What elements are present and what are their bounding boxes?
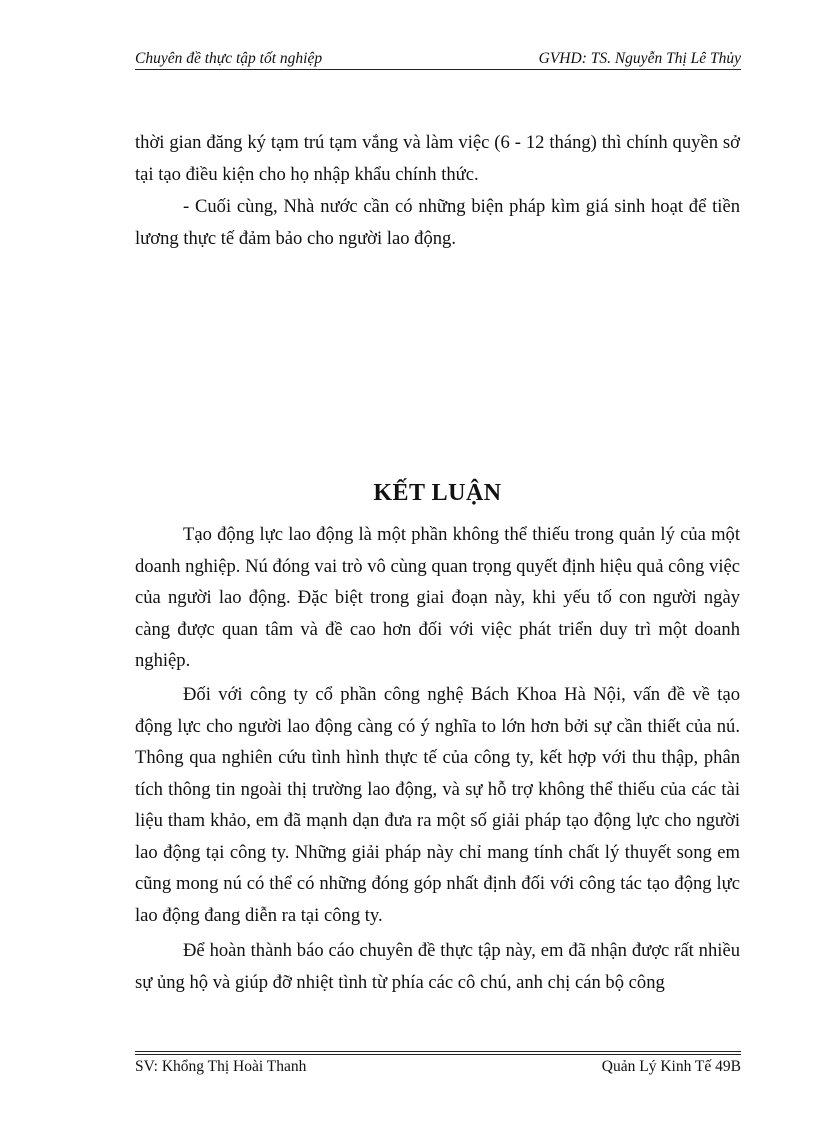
page-header [135, 47, 741, 69]
footer-divider-secondary [135, 1054, 741, 1055]
footer-divider [135, 1051, 741, 1052]
footer-student-name: SV: Khổng Thị Hoài Thanh [135, 1058, 307, 1075]
body-paragraph-2: - Cuối cùng, Nhà nước cần có những biện pháp kìm giá sinh hoạt để tiền lương thực tế đảm bảo cho người lao động. [135, 196, 740, 249]
conclusion-paragraph-1: Tạo động lực lao động là một phần không thể thiếu trong quản lý của một doanh nghiệp. Nú đóng vai trò vô cùng quan trọng quyết định hiệu quả công việc của người lao động. Đặc biệt trong giai đoạn này, khi yếu tố con người ngày càng được quan tâm và đề cao hơn đối với việc phát triển duy trì một doanh nghiệp. [135, 524, 740, 671]
conclusion-paragraph-3: Để hoàn thành báo cáo chuyên đề thực tập này, em đã nhận được rất nhiều sự ủng hộ và giúp đỡ nhiệt tình từ phía các cô chú, anh chị cán bộ công [135, 940, 740, 993]
header-supervisor: GVHD: TS. Nguyễn Thị Lê Thủy [538, 50, 741, 67]
header-document-title: Chuyên đề thực tập tốt nghiệp [135, 50, 323, 67]
footer-class: Quản Lý Kinh Tế 49B [601, 1058, 741, 1075]
page-footer [135, 1058, 741, 1080]
body-paragraph-1: thời gian đăng ký tạm trú tạm vắng và làm việc (6 - 12 tháng) thì chính quyền sở tại tạo điều kiện cho họ nhập khẩu chính thức. [135, 132, 740, 185]
conclusion-title: KẾT LUẬN [373, 480, 502, 506]
conclusion-paragraph-2: Đối với công ty cổ phần công nghệ Bách Khoa Hà Nội, vấn đề về tạo động lực cho người lao động càng có ý nghĩa to lớn hơn bởi sự cần thiết của nú. Thông qua nghiên cứu tình hình thực tế của công ty, kết hợp với thu thập, phân tích thông tin ngoài thị trường lao động, và sự hỗ trợ không thể thiếu của các tài liệu tham khảo, em đã mạnh dạn đưa ra một số giải pháp tạo động lực cho người lao động tại công ty. Những giải pháp này chỉ mang tính chất lý thuyết song em cũng mong nú có thể có những đóng góp nhất định đối với công tác tạo động lực lao động đang diễn ra tại công ty. [135, 684, 740, 926]
header-divider [135, 69, 741, 70]
